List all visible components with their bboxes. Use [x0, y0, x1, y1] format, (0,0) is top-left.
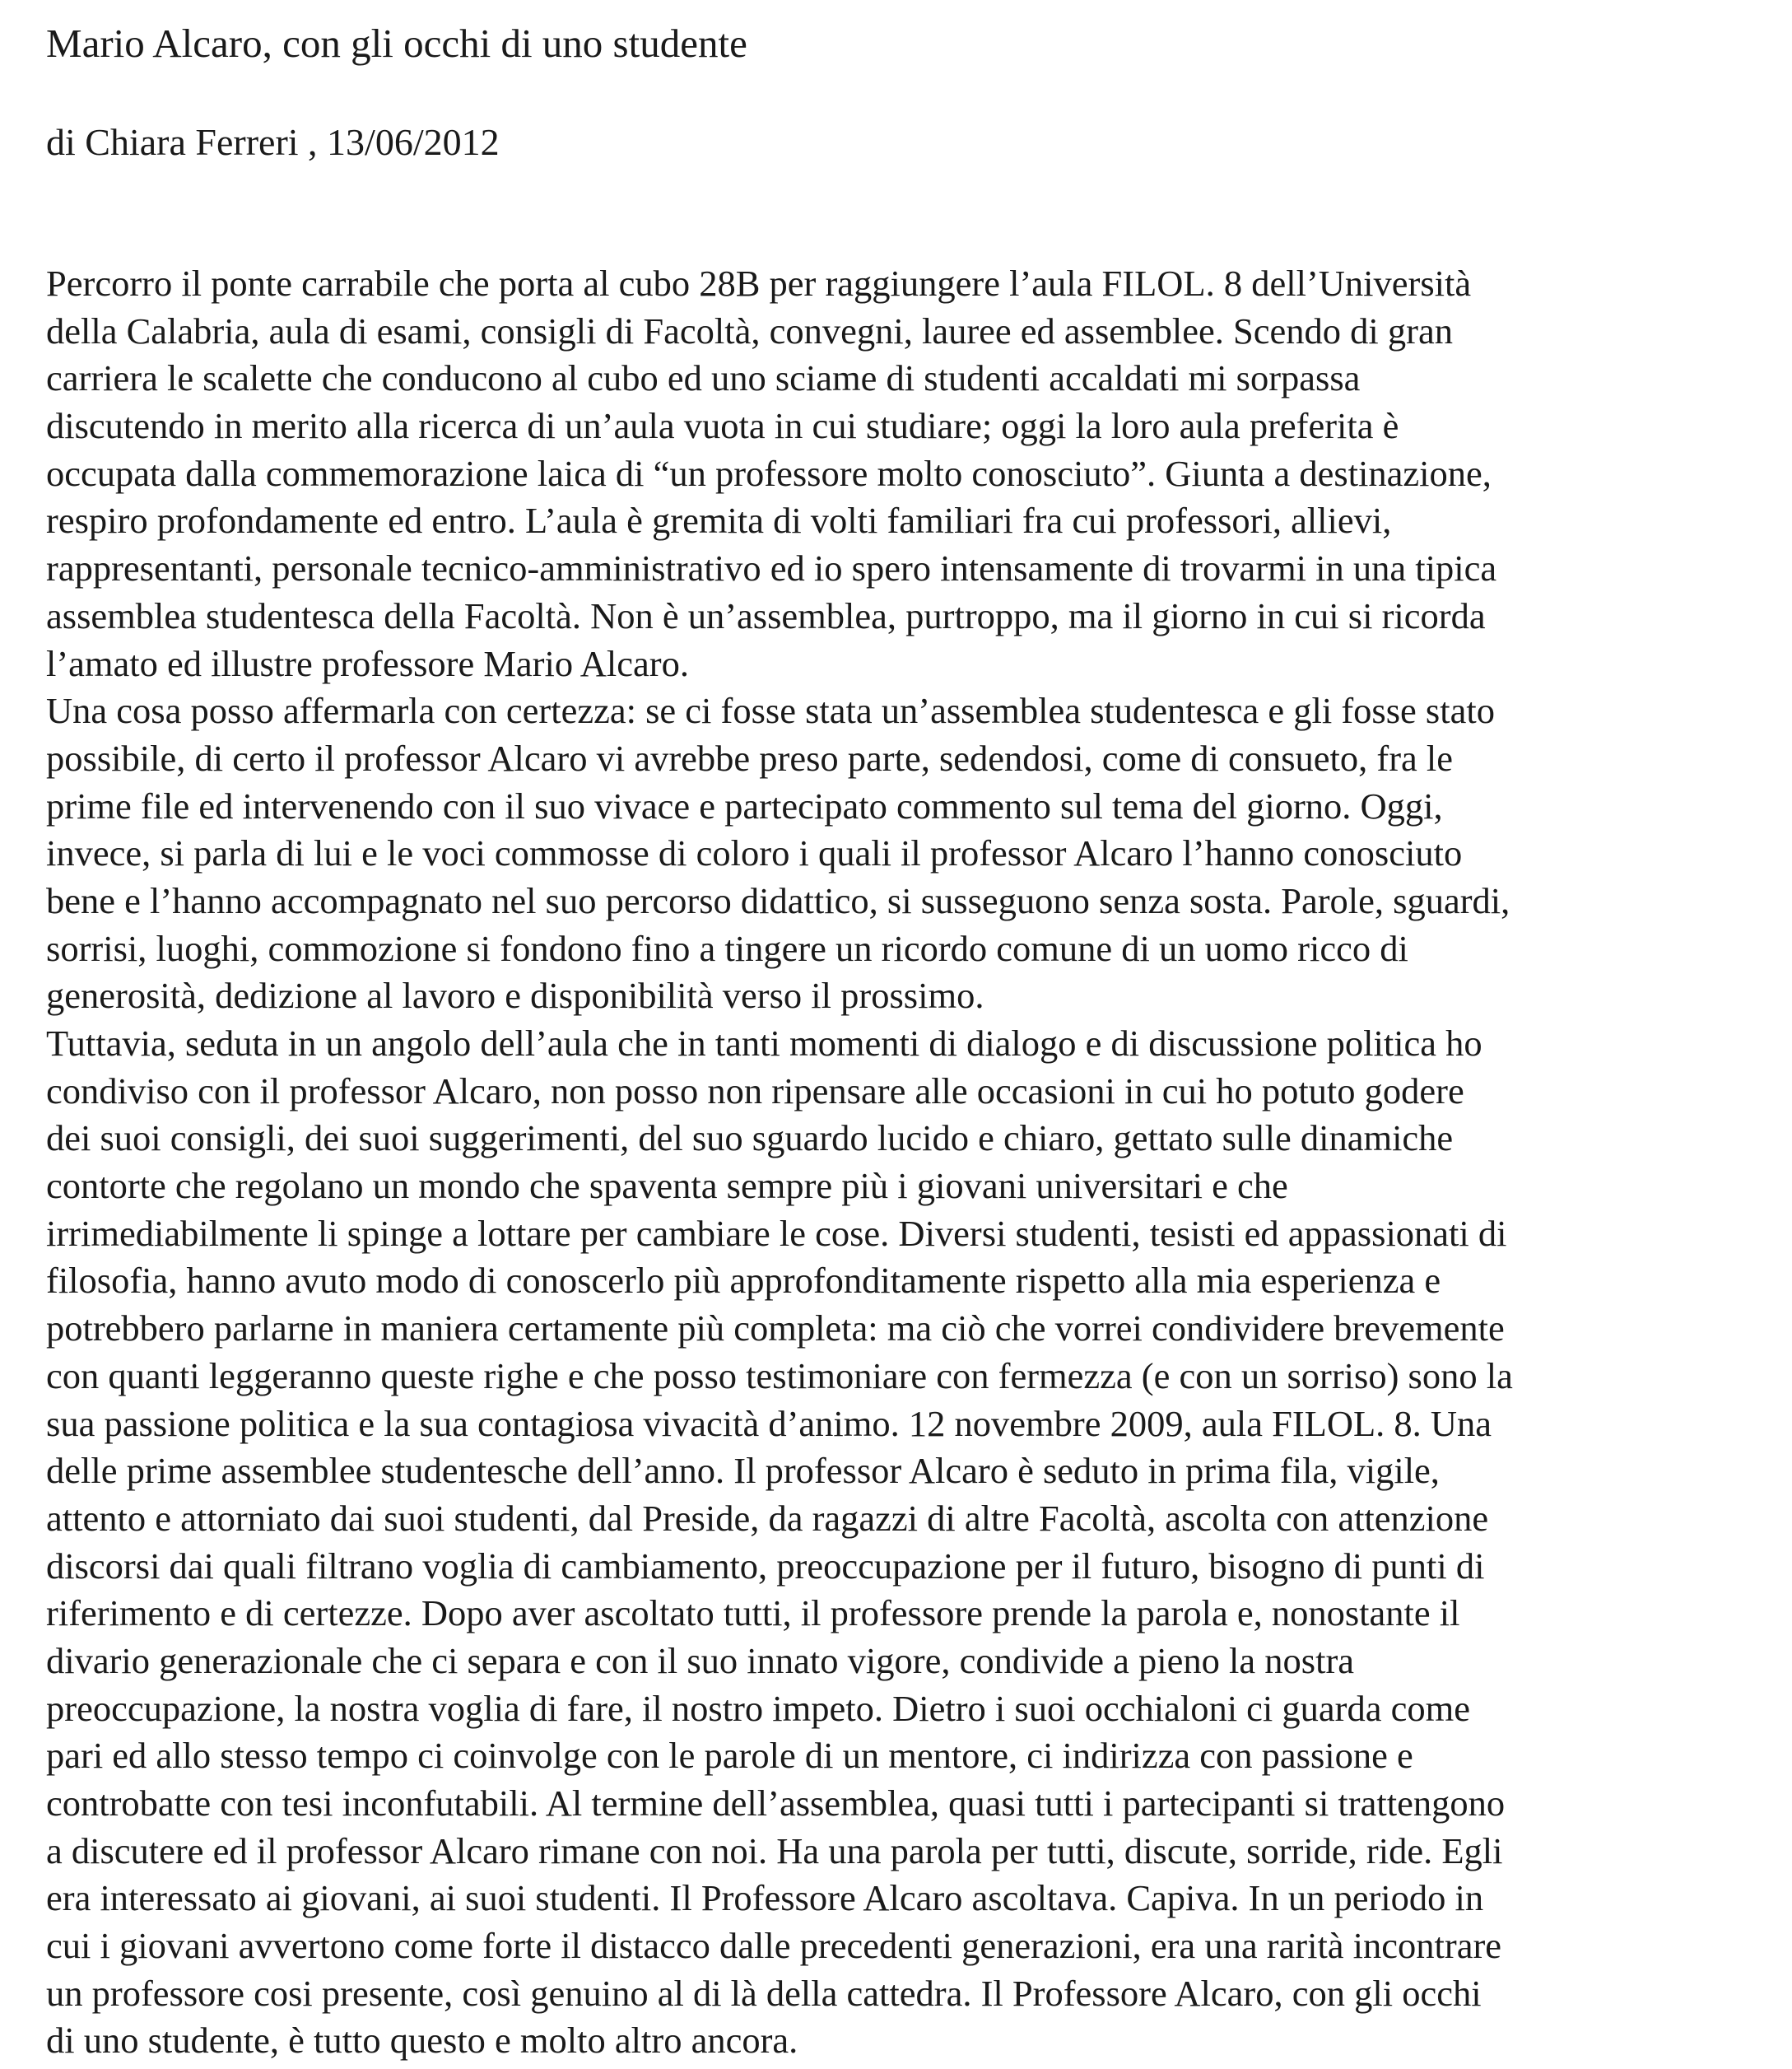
article-text-line: era interessato ai giovani, ai suoi studenti. Il Professore Alcaro ascoltava. Capiva. In un periodo in — [46, 1877, 1484, 1919]
article-text-line: Tuttavia, seduta in un angolo dell’aula che in tanti momenti di dialogo e di discussione politica ho — [46, 1023, 1482, 1064]
article-text-line: carriera le scalette che conducono al cubo ed uno sciame di studenti accaldati mi sorpassa — [46, 357, 1361, 399]
article-text-line: cui i giovani avvertono come forte il distacco dalle precedenti generazioni, era una rarità incontrare — [46, 1925, 1502, 1967]
article-text-line: invece, si parla di lui e le voci commosse di coloro i quali il professor Alcaro l’hanno conosciuto — [46, 832, 1463, 874]
article-text-line: a discutere ed il professor Alcaro rimane con noi. Ha una parola per tutti, discute, sorride, ride. Egli — [46, 1829, 1503, 1871]
article-text-line: rappresentanti, personale tecnico-amministrativo ed io spero intensamente di trovarmi in una tipica — [46, 548, 1497, 589]
article-text-line: generosità, dedizione al lavoro e disponibilità verso il prossimo. — [46, 975, 984, 1017]
article-title: Mario Alcaro, con gli occhi di uno studente — [46, 21, 747, 66]
article-text-line: riferimento e di certezze. Dopo aver ascoltato tutti, il professore prende la parola e, nonostante il — [46, 1592, 1460, 1634]
article-text-line: sorrisi, luoghi, commozione si fondono fino a tingere un ricordo comune di un uomo ricco di — [46, 927, 1408, 969]
article-body — [46, 260, 1766, 2065]
article-text-line: potrebbero parlarne in maniera certamente più completa: ma ciò che vorrei condividere brevemente — [46, 1307, 1505, 1349]
article-text-line: Una cosa posso affermarla con certezza: se ci fosse stata un’assemblea studentesca e gli fosse stato — [46, 690, 1495, 732]
article-text-line: controbatte con tesi inconfutabili. Al termine dell’assemblea, quasi tutti i partecipanti si trattengono — [46, 1782, 1506, 1824]
article-text-line: della Calabria, aula di esami, consigli di Facoltà, convegni, lauree ed assemblee. Scendo di gran — [46, 310, 1453, 352]
article-text-line: occupata dalla commemorazione laica di “un professore molto conosciuto”. Giunta a destinazione, — [46, 452, 1492, 494]
article-text-line: possibile, di certo il professor Alcaro vi avrebbe preso parte, sedendosi, come di consueto, fra le — [46, 737, 1454, 779]
article-text-line: contorte che regolano un mondo che spaventa sempre più i giovani universitari e che — [46, 1165, 1288, 1207]
article-text-line: un professore cosi presente, così genuino al di là della cattedra. Il Professore Alcaro, con gli occhi — [46, 1972, 1482, 2014]
article-text-line: divario generazionale che ci separa e con il suo innato vigore, condivide a pieno la nostra — [46, 1639, 1355, 1681]
article-byline: di Chiara Ferreri , 13/06/2012 — [46, 121, 500, 163]
article-text-line: prime file ed intervenendo con il suo vivace e partecipato commento sul tema del giorno. Oggi, — [46, 785, 1443, 827]
article-text-line: bene e l’hanno accompagnato nel suo percorso didattico, si susseguono senza sosta. Parole, sguardi, — [46, 879, 1510, 921]
article-text-line: Percorro il ponte carrabile che porta al cubo 28B per raggiungere l’aula FILOL. 8 dell’Università — [46, 263, 1472, 304]
article-text-line: attento e attorniato dai suoi studenti, dal Preside, da ragazzi di altre Facoltà, ascolta con attenzione — [46, 1497, 1489, 1539]
article-text-line: sua passione politica e la sua contagiosa vivacità d’animo. 12 novembre 2009, aula FILOL. 8. Una — [46, 1402, 1492, 1444]
article-text-line: discutendo in merito alla ricerca di un’aula vuota in cui studiare; oggi la loro aula preferita è — [46, 405, 1399, 447]
article-text-line: respiro profondamente ed entro. L’aula è gremita di volti familiari fra cui professori, allievi, — [46, 500, 1392, 542]
article-text-line: dei suoi consigli, dei suoi suggerimenti, del suo sguardo lucido e chiaro, gettato sulle dinamiche — [46, 1117, 1454, 1159]
article-text-line: filosofia, hanno avuto modo di conoscerlo più approfonditamente rispetto alla mia esperienza e — [46, 1260, 1441, 1302]
article-text-line: l’amato ed illustre professore Mario Alcaro. — [46, 642, 689, 684]
article-text-line: delle prime assemblee studentesche dell’anno. Il professor Alcaro è seduto in prima fila, vigile, — [46, 1450, 1440, 1492]
article-text-line: assemblea studentesca della Facoltà. Non è un’assemblea, purtroppo, ma il giorno in cui si ricorda — [46, 594, 1486, 636]
article-text-line: condiviso con il professor Alcaro, non posso non ripensare alle occasioni in cui ho potuto godere — [46, 1069, 1464, 1111]
article-text-line: pari ed allo stesso tempo ci coinvolge con le parole di un mentore, ci indirizza con passione e — [46, 1735, 1413, 1777]
article-text-line: con quanti leggeranno queste righe e che posso testimoniare con fermezza (e con un sorriso) sono la — [46, 1354, 1513, 1396]
article-text-line: preoccupazione, la nostra voglia di fare, il nostro impeto. Dietro i suoi occhialoni ci guarda come — [46, 1687, 1470, 1729]
article-text-line: di uno studente, è tutto questo e molto altro ancora. — [46, 2020, 798, 2062]
article-text-line: irrimediabilmente li spinge a lottare per cambiare le cose. Diversi studenti, tesisti ed appassionati di — [46, 1212, 1507, 1254]
article-text-line: discorsi dai quali filtrano voglia di cambiamento, preoccupazione per il futuro, bisogno di punti di — [46, 1545, 1485, 1587]
